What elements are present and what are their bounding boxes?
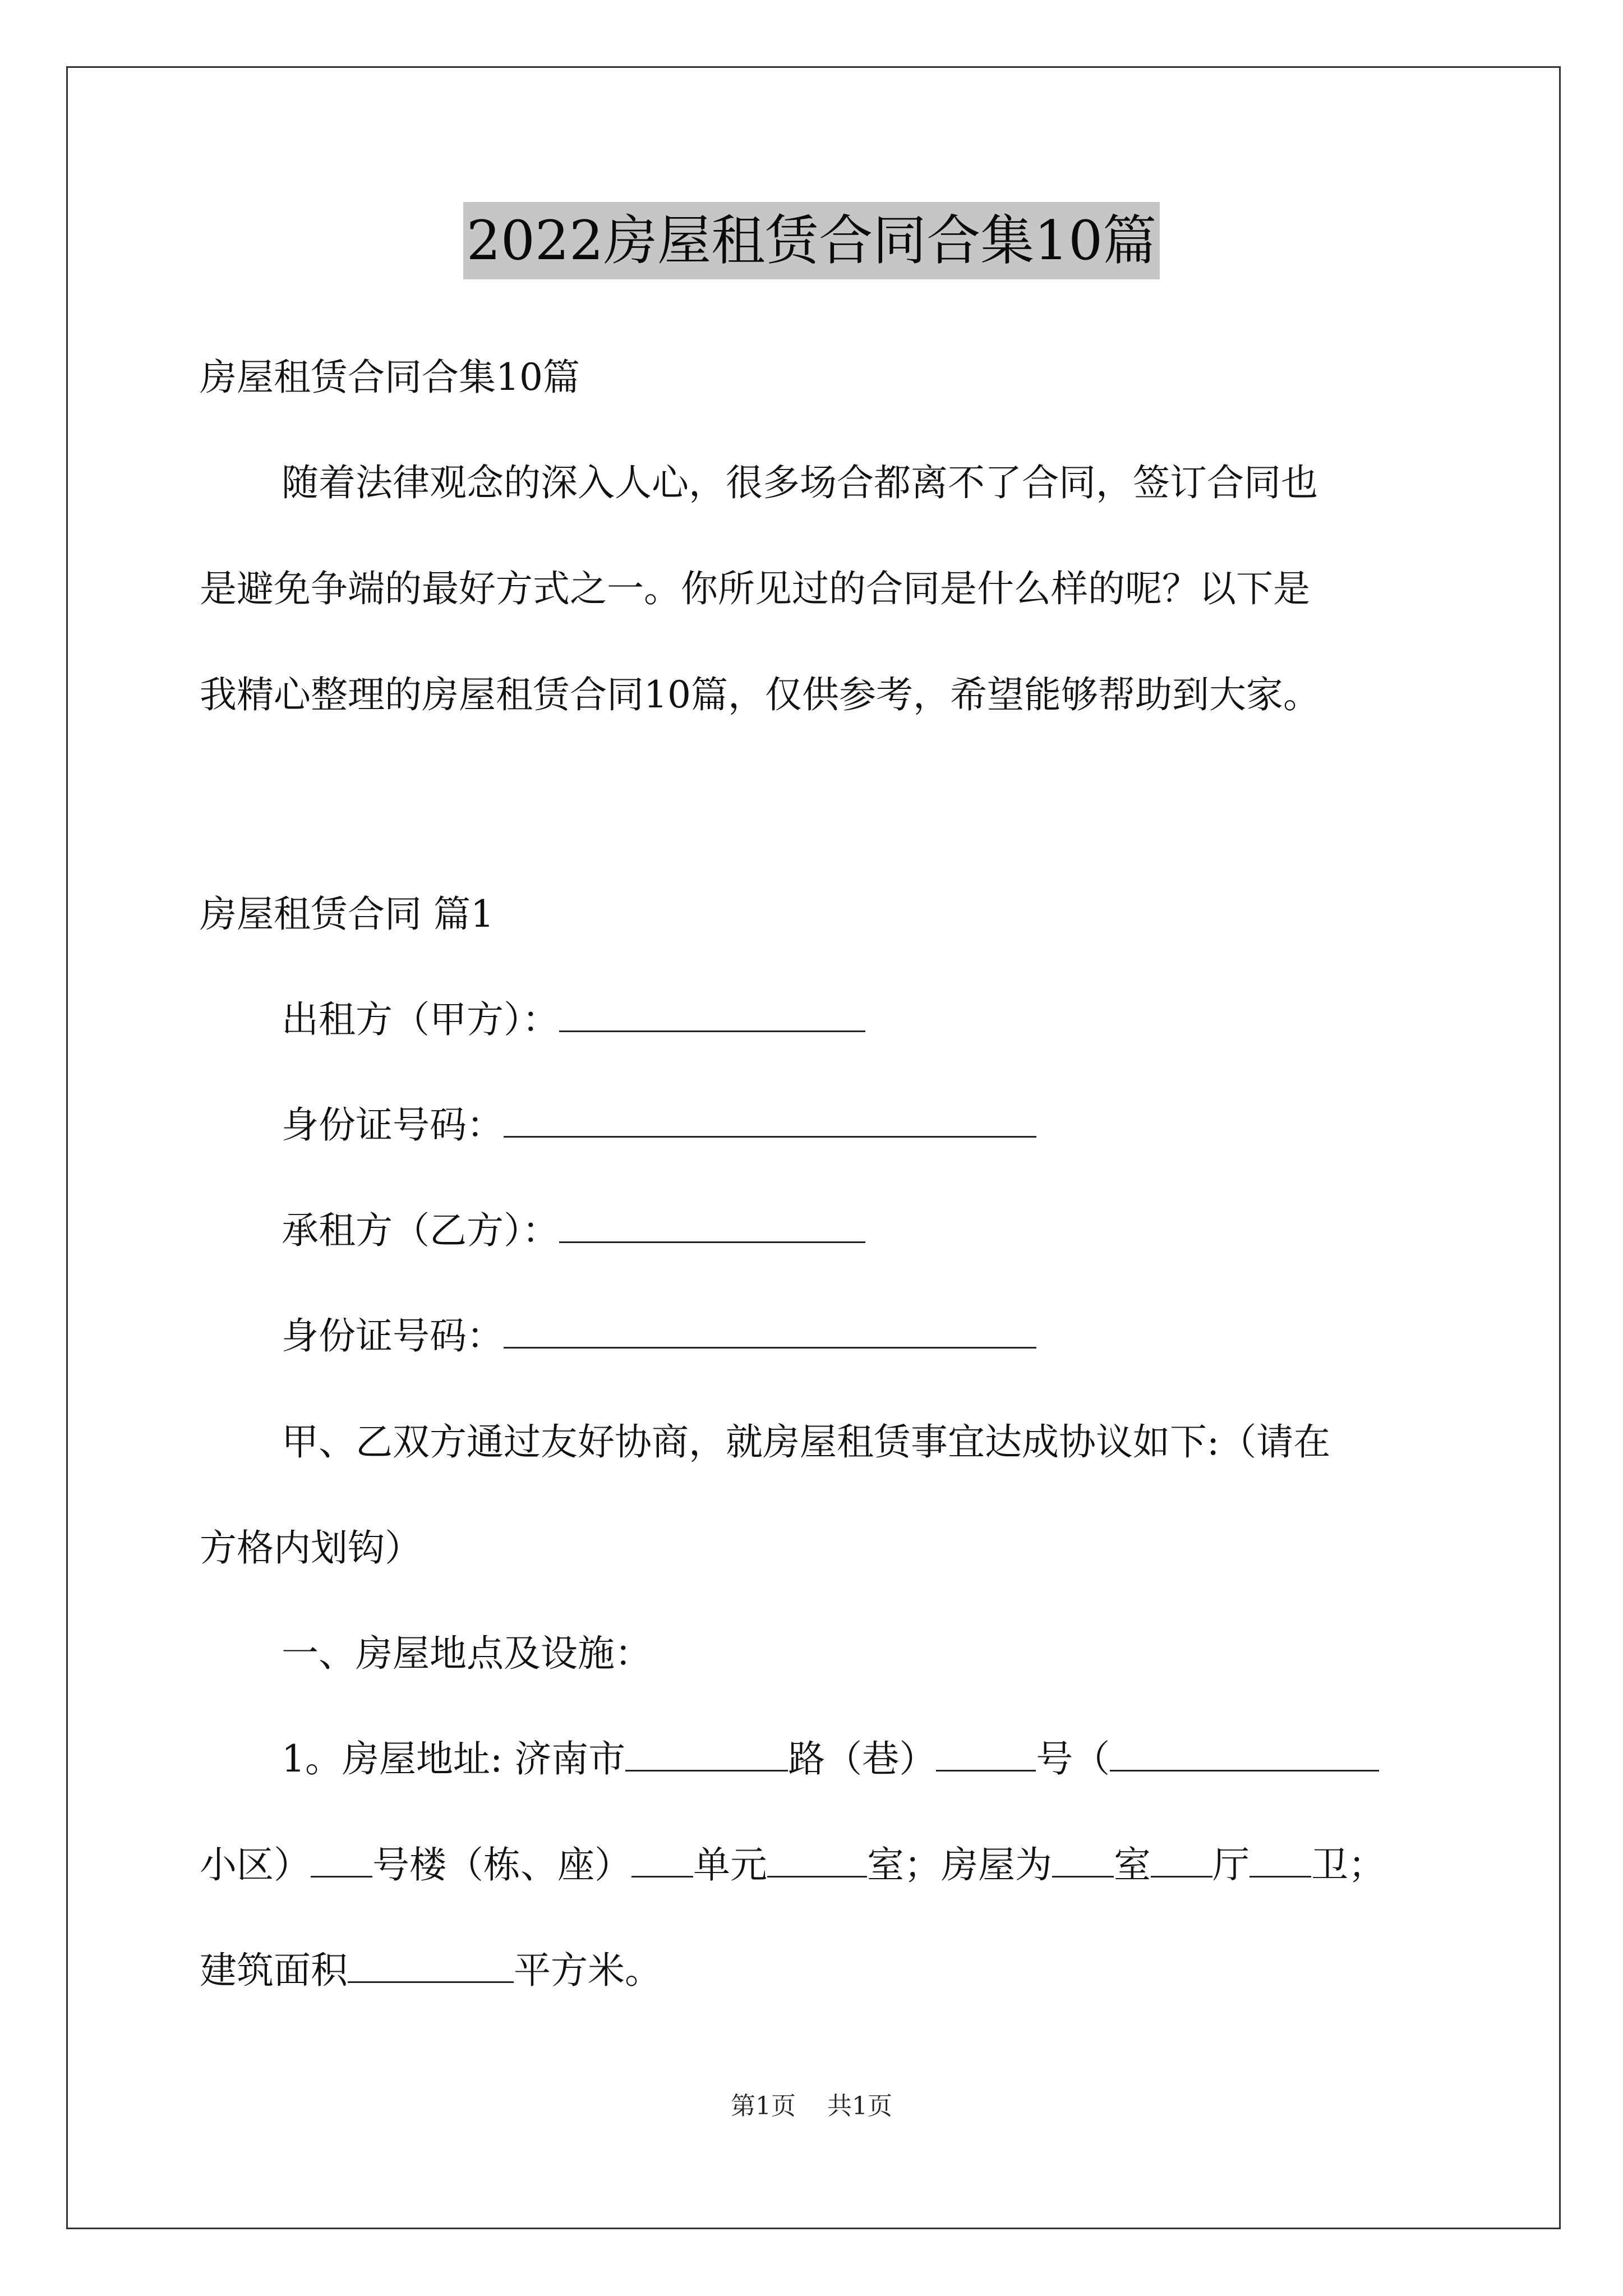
unit-label: 单元 [693, 1843, 767, 1887]
room-blank [767, 1841, 867, 1878]
clause-1-line-1 [282, 1732, 1379, 1786]
area-blank [348, 1947, 514, 1983]
lessee-id-field [282, 1309, 1036, 1363]
number-label: 号（ [1036, 1737, 1110, 1780]
clause-1-heading: 一、房屋地点及设施： [282, 1632, 652, 1675]
building-label: 号楼（栋、座） [372, 1843, 631, 1887]
unit-blank [631, 1841, 693, 1878]
document-title: 2022房屋租赁合同合集10篇 [463, 202, 1160, 279]
lessor-id-blank [504, 1101, 1036, 1138]
number-blank [936, 1735, 1036, 1772]
lessee-field [282, 1204, 865, 1258]
lessee-label: 承租方（乙方）： [282, 1209, 559, 1252]
document-subtitle: 房屋租赁合同合集10篇 [200, 356, 580, 399]
bedroom-blank [1052, 1841, 1114, 1878]
lessee-id-blank [504, 1312, 1036, 1349]
intro-line-3: 我精心整理的房屋租赁合同10篇，仅供参考，希望能够帮助到大家。 [200, 673, 1320, 716]
area-unit-label: 平方米。 [514, 1949, 662, 1992]
lessee-id-label: 身份证号码： [282, 1314, 504, 1358]
bathroom-blank [1249, 1841, 1311, 1878]
lessor-blank [559, 996, 865, 1032]
agreement-line-2: 方格内划钩） [200, 1526, 422, 1570]
room-label: 室；房屋为 [867, 1843, 1052, 1887]
community-blank [1110, 1735, 1379, 1772]
road-blank [625, 1735, 788, 1772]
lessor-id-label: 身份证号码： [282, 1103, 504, 1147]
bedroom-label: 室 [1114, 1843, 1151, 1887]
hall-label: 厅 [1212, 1843, 1249, 1887]
road-label: 路（巷） [788, 1737, 937, 1780]
clause-1-line-2 [200, 1838, 1385, 1892]
agreement-line-1: 甲、乙双方通过友好协商，就房屋租赁事宜达成协议如下:（请在 [282, 1420, 1331, 1464]
title-block [0, 202, 1623, 279]
lessee-blank [559, 1207, 865, 1243]
building-blank [311, 1841, 372, 1878]
page-total: 共1页 [827, 2092, 892, 2120]
lessor-field [282, 993, 865, 1047]
intro-line-1: 随着法律观念的深入人心，很多场合都离不了合同，签订合同也 [282, 461, 1318, 504]
section-heading: 房屋租赁合同 篇1 [200, 892, 494, 936]
page-number: 第1页 [731, 2092, 796, 2120]
intro-line-2: 是避免争端的最好方式之一。你所见过的合同是什么样的呢？以下是 [200, 567, 1310, 610]
lessor-label: 出租方（甲方）： [282, 998, 559, 1041]
community-label: 小区） [200, 1843, 311, 1887]
lessor-id-field [282, 1098, 1036, 1152]
bathroom-label: 卫； [1311, 1843, 1385, 1887]
page-footer [0, 2090, 1623, 2123]
area-label: 建筑面积 [200, 1949, 348, 1992]
address-city-label: 1。房屋地址: 济南市 [282, 1737, 626, 1780]
hall-blank [1151, 1841, 1212, 1878]
clause-1-line-3 [200, 1944, 662, 1998]
